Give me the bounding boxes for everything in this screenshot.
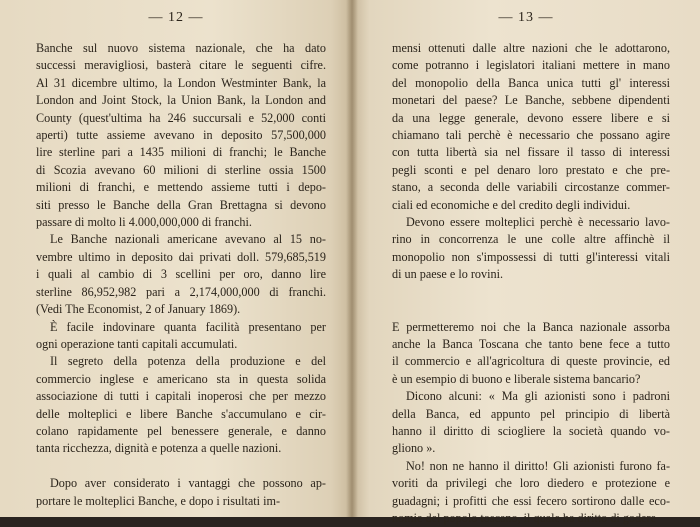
- text-line: Dicono alcuni: « Ma gli azionisti sono i padroni: [406, 389, 670, 404]
- text-line: [36, 458, 326, 475]
- text-line: commercio inglese e americano sta in questa solida: [36, 371, 326, 386]
- text-line: milioni di franchi, e mettendo assieme tutti i depo-: [36, 180, 326, 195]
- text-line: (Vedi The Economist, 2 of January 1869).: [36, 302, 241, 317]
- text-line: No! non ne hanno il diritto! Gli azionisti furono fa-: [406, 458, 670, 473]
- text-line: passare di molto li 4.000,000,000 di franchi.: [36, 215, 252, 230]
- text-line: Dopo aver considerato i vantaggi che possono ap-: [50, 476, 326, 491]
- text-line: delle molteplici e libere Banche s'accumulano e cir-: [36, 406, 326, 421]
- text-line: siti presso le Banche della Gran Brettagna si devono: [36, 197, 326, 212]
- text-line: hanno il diritto di sciogliere la società quando vo-: [392, 423, 670, 438]
- text-line: della Banca, ed appunto pel principio di libertà: [392, 406, 670, 421]
- page-number-right: — 13 —: [498, 10, 554, 25]
- text-line: tanta ricchezza, dignità e potenza a quelle nazioni.: [36, 441, 282, 456]
- text-line: pegli sconti e pel denaro loro prestato e che pre-: [392, 162, 670, 177]
- text-line: London and Joint Stock, la Union Bank, la London and: [36, 93, 326, 108]
- text-line: County (quest'ultima ha 246 succursali e 52,000 conti: [36, 110, 326, 125]
- text-line: Le Banche nazionali americane avevano al 15 no-: [50, 232, 326, 247]
- text-line: è un esempio di buono e liberale sistema bancario?: [392, 371, 641, 386]
- text-line: E permetteremo noi che la Banca nazionale assorba: [392, 319, 670, 334]
- text-line: sterline 86,952,982 pari a 2,174,000,000 di franchi.: [36, 284, 326, 299]
- text-line: da una legge generale, devono essere libere e si: [392, 110, 670, 125]
- right-page: [352, 0, 700, 525]
- text-line: [392, 301, 670, 318]
- text-line: monopolio non s'impossessi di tutti gl'interessi vitali: [392, 249, 670, 264]
- text-line: il commercio e all'agricoltura di queste provincie, ed: [392, 354, 670, 369]
- text-line: guadagni; i profitti che essi fecero sortirono dalle eco-: [392, 493, 670, 508]
- text-line: aperti) tutte assieme avevano in deposito 57,500,000: [36, 128, 326, 143]
- text-line: con tutta libertà sia nel fissare il tasso di interessi: [392, 145, 670, 160]
- text-line: Al 31 dicembre ultimo, la London Westminter Bank, la: [36, 75, 326, 90]
- right-page-body: [392, 40, 670, 527]
- text-line: Banche sul nuovo sistema nazionale, che ha dato: [36, 41, 326, 55]
- page-number-left: — 12 —: [148, 10, 204, 25]
- text-line: di un paese e lo rovini.: [392, 267, 504, 282]
- text-line: stano, a seconda delle variabili circostanze commer-: [392, 180, 670, 195]
- text-line: voriti da privilegi che loro diedero e protezione e: [392, 476, 670, 491]
- book-gutter: [346, 0, 358, 517]
- text-line: nomie del popolo toscano, il quale ha diritto di godere: [392, 510, 657, 525]
- left-page: [0, 0, 352, 517]
- left-page-body: [36, 40, 326, 510]
- text-line: ciali ed economiche e del credito degli individui.: [392, 197, 631, 212]
- text-line: Il segreto della potenza della produzione e del: [50, 354, 326, 369]
- text-line: È facile indovinare quanta facilità presentano per: [50, 319, 326, 334]
- text-line: lire sterline pari a 1435 milioni di franchi; le Banche: [36, 145, 326, 160]
- text-line: anche la Banca Toscana che tanto bene fece a tutto: [392, 336, 670, 351]
- text-line: portare le molteplici Banche, e dopo i risultati im-: [36, 493, 281, 508]
- text-line: successi meravigliosi, basterà citare le seguenti cifre.: [36, 58, 326, 73]
- text-line: i quali al cambio di 3 scellini per oro, danno lire: [36, 267, 326, 282]
- text-line: ogni operazione tanti capitali accumulati.: [36, 336, 238, 351]
- text-line: come potranno i legislatori italiani mettere in mano: [392, 58, 670, 73]
- text-line: del monopolio della Banca unica tutti gl' interessi: [392, 75, 670, 90]
- text-line: gliono ».: [392, 441, 436, 456]
- text-line: [392, 284, 670, 301]
- text-line: Devono essere molteplici perchè è necessario lavo-: [406, 215, 670, 230]
- text-line: rino in concorrenza le une colle altre affinchè il: [392, 232, 670, 247]
- text-line: di Scozia avevano 60 milioni di sterline ossia 1500: [36, 162, 326, 177]
- text-line: colano rapidamente pel benessere generale, e danno: [36, 423, 326, 438]
- text-line: chiamano tali perchè è necessario che possano agire: [392, 128, 670, 143]
- text-line: vembre ultimo in deposito dai privati doll. 579,685,519: [36, 249, 326, 264]
- text-line: mensi ottenuti dalle altre nazioni che le adottarono,: [392, 41, 670, 55]
- text-line: associazione di tutti i capitali inoperosi che per mezzo: [36, 389, 326, 404]
- text-line: monetari del paese? Le Banche, sebbene dipendenti: [392, 93, 670, 108]
